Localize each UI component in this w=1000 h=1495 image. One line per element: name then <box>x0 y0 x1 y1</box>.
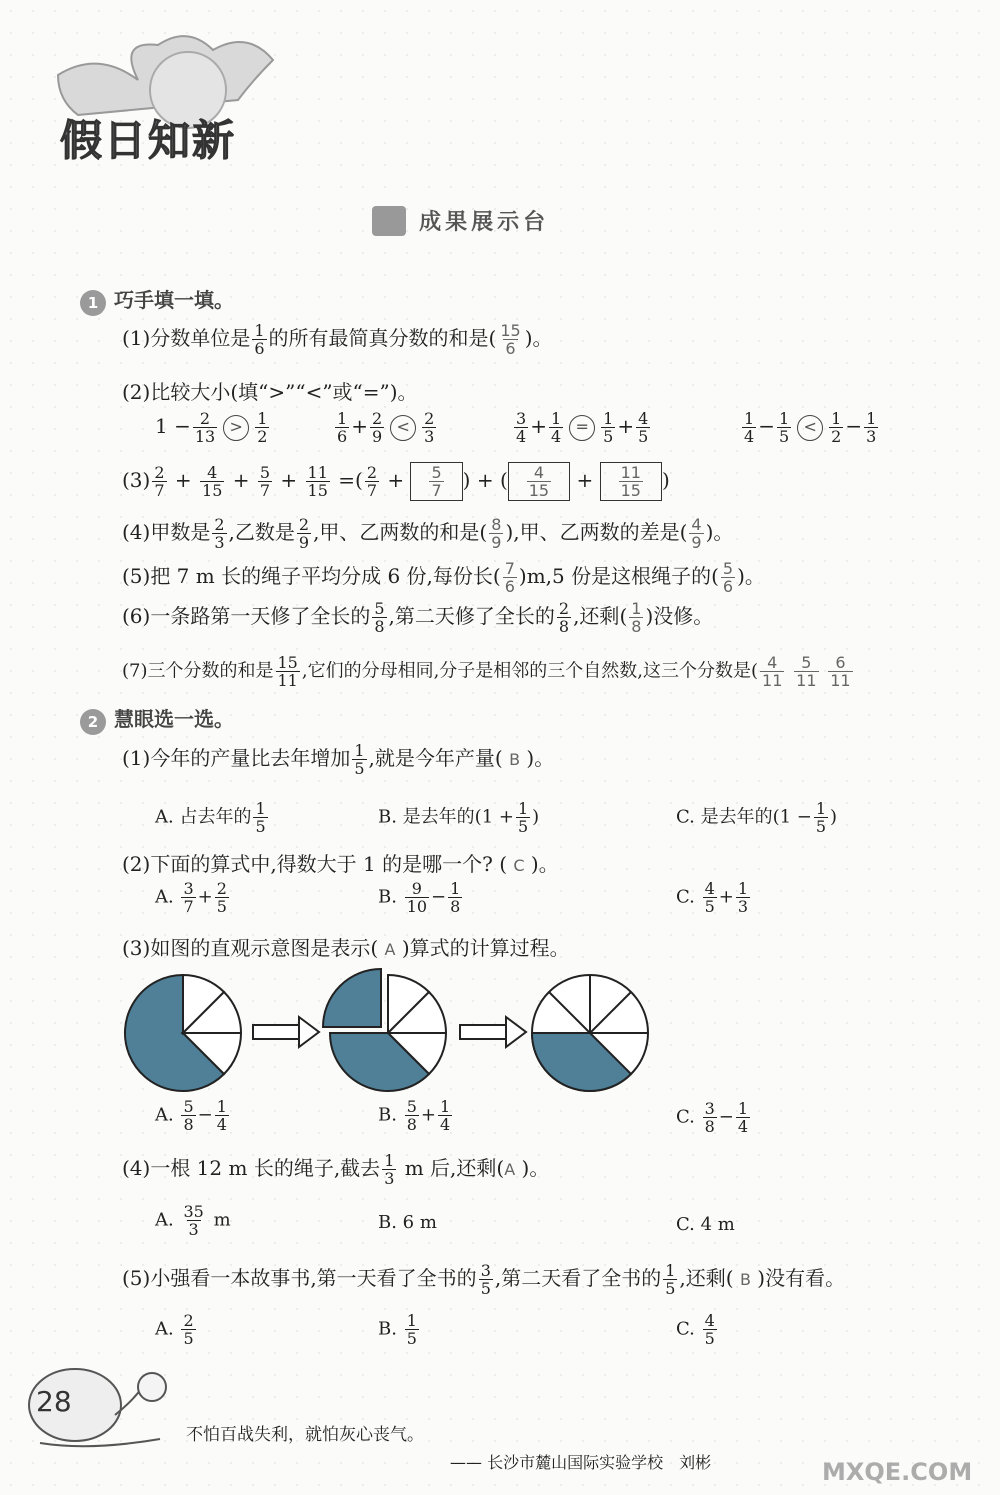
option-b <box>378 880 464 915</box>
answer-choice: B <box>509 750 521 769</box>
option-label: m <box>213 1209 231 1231</box>
question-2-3 <box>122 932 570 961</box>
question-text: ,还剩 <box>573 604 620 628</box>
fraction: $\frac{2}{7}$ <box>366 463 377 500</box>
question-text: 没修。 <box>653 604 714 628</box>
fraction: $\frac{1}{5}$ <box>354 741 365 778</box>
question-1-3: (3) $\frac{2}{7}$ + $\frac{4}{15}$ + $\frac{5}{7}$ + $\frac{11}{15}$ =( $\frac{2}{7}$ + $\frac{5}{7}$ ) + ( $\frac{4}{15}$ + $\frac{11}{15}$ ) <box>122 463 670 500</box>
banner-book-icon <box>372 206 406 236</box>
fraction: $\frac{11}{15}$ <box>307 463 328 500</box>
fraction: $\frac{2}{9}$ <box>371 409 383 446</box>
fraction: $\frac{2}{3}$ <box>214 515 225 552</box>
motto: 不怕百战失利，就怕灰心丧气。 <box>186 1425 424 1445</box>
option-label: C. <box>676 886 695 908</box>
answer-fraction: $\frac{4}{9}$ <box>691 515 702 552</box>
fraction: $\frac{1}{2}$ <box>257 409 268 446</box>
compare-c <box>512 410 652 445</box>
fraction: $\frac{4}{5}$ <box>704 879 715 916</box>
banner-title: 成果展示台 <box>419 210 550 235</box>
option-b <box>378 800 539 835</box>
option-c <box>676 1312 719 1347</box>
compare-circle: > <box>223 415 249 441</box>
question-text: ,它们的分母相同,分子是相邻的三个自然数,这三个分数是( <box>301 660 759 682</box>
question-2-4 <box>122 1152 549 1187</box>
compare-circle: < <box>797 415 823 441</box>
compare-b <box>333 410 438 445</box>
fraction: $\frac{1}{5}$ <box>406 1311 417 1348</box>
fraction: $\frac{1}{3}$ <box>737 879 749 916</box>
question-text: ,就是今年产量( <box>368 746 503 770</box>
question-1-1 <box>122 322 553 357</box>
option-label: C. <box>676 1318 695 1340</box>
answer-fraction: $\frac{1}{8}$ <box>631 599 642 636</box>
fraction: $\frac{2}{5}$ <box>216 879 227 916</box>
fraction: $\frac{35}{3}$ <box>183 1202 204 1239</box>
fraction: $\frac{1}{8}$ <box>450 879 461 916</box>
fraction: $\frac{4}{15}$ <box>202 463 223 500</box>
fraction-pie-diagram <box>115 965 655 1105</box>
fraction: $\frac{2}{5}$ <box>183 1311 194 1348</box>
question-1-5 <box>122 560 765 595</box>
option-label: A. <box>155 1318 174 1340</box>
question-text: )。 <box>524 326 553 350</box>
question-text: )。 <box>737 564 765 588</box>
question-text: m 后,还剩( <box>398 1156 505 1180</box>
option-c: C. 4 m <box>676 1214 735 1235</box>
question-1-6: (6)一条路第一天修了全长的 $\frac{5}{8}$ ,第二天修了全长的 $\frac{2}{8}$ ,还剩( $\frac{1}{8}$ )没修。 <box>122 599 714 636</box>
fraction: $\frac{2}{3}$ <box>424 409 435 446</box>
answer-box: $\frac{11}{15}$ <box>600 462 662 501</box>
fraction: $\frac{5}{8}$ <box>406 1097 417 1134</box>
option-label: A. 占去年的 <box>155 806 252 828</box>
quote-source: —— 长沙市麓山国际实验学校 刘彬 <box>450 1453 712 1472</box>
fraction: $\frac{3}{7}$ <box>183 879 194 916</box>
question-text: (4)甲数是 <box>122 520 211 544</box>
fraction: $\frac{5}{8}$ <box>183 1097 194 1134</box>
question-text: 的所有最简真分数的和是( <box>268 326 497 350</box>
fraction: $\frac{5}{8}$ <box>374 599 385 636</box>
option-label: ) <box>532 806 540 828</box>
compare-circle: = <box>569 415 595 441</box>
compare-circle: < <box>390 415 416 441</box>
pie-split <box>323 969 446 1091</box>
operator: − <box>758 414 775 438</box>
question-1-7 <box>122 654 855 689</box>
operator: + <box>351 414 368 438</box>
section-title: 慧眼选一选。 <box>114 707 234 731</box>
option-label: B. <box>378 886 397 908</box>
option-label: C. <box>676 1106 695 1128</box>
fraction: $\frac{2}{8}$ <box>558 599 570 636</box>
question-text: ,乙数是 <box>228 520 295 544</box>
question-text: (5)小强看一本故事书,第一天看了全书的 <box>122 1266 477 1290</box>
question-text: (6)一条路第一天修了全长的 <box>122 604 371 628</box>
section-title: 巧手填一填。 <box>114 288 234 312</box>
operator: + <box>617 414 635 438</box>
operator: + <box>420 1104 436 1126</box>
question-text: )。 <box>705 520 734 544</box>
answer-choice: A <box>504 1160 516 1179</box>
answer-fraction: $\frac{5}{11}$ <box>796 653 817 690</box>
fraction: $\frac{1}{4}$ <box>550 409 562 446</box>
compare-a <box>155 410 271 445</box>
question-text: ,第二天看了全书的 <box>494 1266 662 1290</box>
question-text: (5)把 7 m 长的绳子平均分成 6 份,每份长( <box>122 564 501 588</box>
question-text: ,第二天修了全长的 <box>388 604 555 628</box>
fraction: $\frac{3}{5}$ <box>480 1261 491 1298</box>
question-text: (1)今年的产量比去年增加 <box>122 746 351 770</box>
section-number-icon: 1 <box>80 290 106 316</box>
fraction: $\frac{2}{9}$ <box>298 515 310 552</box>
question-text: )。 <box>530 852 559 876</box>
question-2-5 <box>122 1262 845 1297</box>
arrow-right-icon <box>460 1017 526 1047</box>
option-label: A. <box>155 886 174 908</box>
fraction: $\frac{2}{7}$ <box>154 463 165 500</box>
option-b: B. 6 m <box>378 1212 437 1233</box>
fraction: $\frac{1}{4}$ <box>216 1097 227 1134</box>
operator: + <box>197 886 213 908</box>
question-text: )m,5 份是这根绳子的( <box>518 564 719 588</box>
operator: − <box>431 886 447 908</box>
option-label: A. <box>155 1209 174 1231</box>
fraction: $\frac{1}{2}$ <box>831 409 842 446</box>
option-c <box>676 1100 752 1135</box>
option-a <box>155 1098 231 1133</box>
answer-box: $\frac{5}{7}$ <box>410 462 462 501</box>
question-text: (3) <box>122 468 151 492</box>
operator: + <box>530 414 547 438</box>
question-text: ,还剩( <box>679 1266 734 1290</box>
question-text: (1)分数单位是 <box>122 326 251 350</box>
option-a <box>155 800 270 835</box>
pie-five-eighths <box>125 975 241 1091</box>
fraction: $\frac{3}{8}$ <box>704 1099 715 1136</box>
fraction: $\frac{1}{5}$ <box>517 799 529 836</box>
section-1-header <box>80 284 234 316</box>
question-text: ,甲、乙两数的和是( <box>313 520 488 544</box>
option-label: B. 是去年的(1 + <box>378 806 514 828</box>
page-number: 28 <box>36 1385 72 1418</box>
option-label: ) <box>830 806 838 828</box>
answer-choice: C <box>513 856 525 875</box>
arrow-right-icon <box>253 1017 319 1047</box>
question-text: )。 <box>521 1156 550 1180</box>
question-text: )算式的计算过程。 <box>401 936 570 960</box>
option-b <box>378 1312 421 1347</box>
compare-d <box>740 410 880 445</box>
fraction: $\frac{1}{5}$ <box>603 409 614 446</box>
fraction: $\frac{1}{6}$ <box>337 409 348 446</box>
pie-three-eighths <box>532 975 648 1091</box>
fraction: $\frac{1}{3}$ <box>866 409 877 446</box>
expression-text: 1 − <box>155 414 191 438</box>
fraction: $\frac{9}{10}$ <box>406 879 428 916</box>
fraction: $\frac{4}{5}$ <box>638 409 649 446</box>
fraction: $\frac{1}{5}$ <box>255 799 266 836</box>
answer-fraction: $\frac{7}{6}$ <box>504 559 515 596</box>
answer-choice: B <box>739 1270 751 1289</box>
option-a <box>155 880 231 915</box>
operator: − <box>718 1106 734 1128</box>
operator: − <box>845 414 863 438</box>
banner <box>372 205 549 236</box>
fraction: $\frac{15}{11}$ <box>277 653 298 690</box>
answer-fraction: $\frac{4}{11}$ <box>762 653 783 690</box>
answer-box: $\frac{4}{15}$ <box>508 462 570 501</box>
fraction: $\frac{5}{7}$ <box>259 463 271 500</box>
question-2-2 <box>122 848 559 877</box>
question-2-1 <box>122 742 554 777</box>
watermark: MXQE.COM <box>822 1458 973 1486</box>
logo <box>38 20 288 190</box>
fraction: $\frac{1}{5}$ <box>665 1261 676 1298</box>
answer-fraction: $\frac{6}{11}$ <box>830 653 851 690</box>
option-b <box>378 1098 454 1133</box>
question-text: (2)下面的算式中,得数大于 1 的是哪一个? ( <box>122 852 508 876</box>
fraction: $\frac{1}{4}$ <box>737 1099 749 1136</box>
option-label: B. <box>378 1318 397 1340</box>
fraction: $\frac{1}{5}$ <box>815 799 827 836</box>
operator: − <box>197 1104 213 1126</box>
fraction: $\frac{4}{5}$ <box>704 1311 715 1348</box>
logo-text: 假日知新 <box>60 116 237 165</box>
question-text: )。 <box>526 746 555 770</box>
question-1-4 <box>122 516 733 551</box>
answer-fraction: $\frac{5}{6}$ <box>722 559 734 596</box>
fraction: $\frac{1}{5}$ <box>778 409 790 446</box>
question-text: )没有看。 <box>757 1266 846 1290</box>
section-2-header <box>80 703 234 735</box>
question-text: (7)三个分数的和是 <box>122 660 274 682</box>
fraction: $\frac{1}{4}$ <box>744 409 755 446</box>
question-text: ),甲、乙两数的差是( <box>505 520 688 544</box>
fraction: $\frac{2}{13}$ <box>194 409 216 446</box>
fraction: $\frac{3}{4}$ <box>516 409 527 446</box>
option-a <box>155 1203 231 1238</box>
section-number-icon: 2 <box>80 709 106 735</box>
question-text: (3)如图的直观示意图是表示( <box>122 936 379 960</box>
question-text: (4)一根 12 m 长的绳子,截去 <box>122 1156 381 1180</box>
answer-fraction: $\frac{15}{6}$ <box>500 321 521 358</box>
question-1-2: (2)比较大小(填“>”“<”或“=”)。 <box>122 380 418 404</box>
option-c <box>676 880 752 915</box>
fraction: $\frac{1}{6}$ <box>254 321 265 358</box>
answer-choice: A <box>384 940 396 959</box>
fraction: $\frac{1}{3}$ <box>384 1151 395 1188</box>
option-label: A. <box>155 1104 174 1126</box>
option-a <box>155 1312 198 1347</box>
answer-fraction: $\frac{8}{9}$ <box>491 515 502 552</box>
fraction: $\frac{1}{4}$ <box>439 1097 451 1134</box>
option-c <box>676 800 837 835</box>
option-label: C. 是去年的(1 − <box>676 806 812 828</box>
operator: + <box>718 886 734 908</box>
option-label: B. <box>378 1104 397 1126</box>
